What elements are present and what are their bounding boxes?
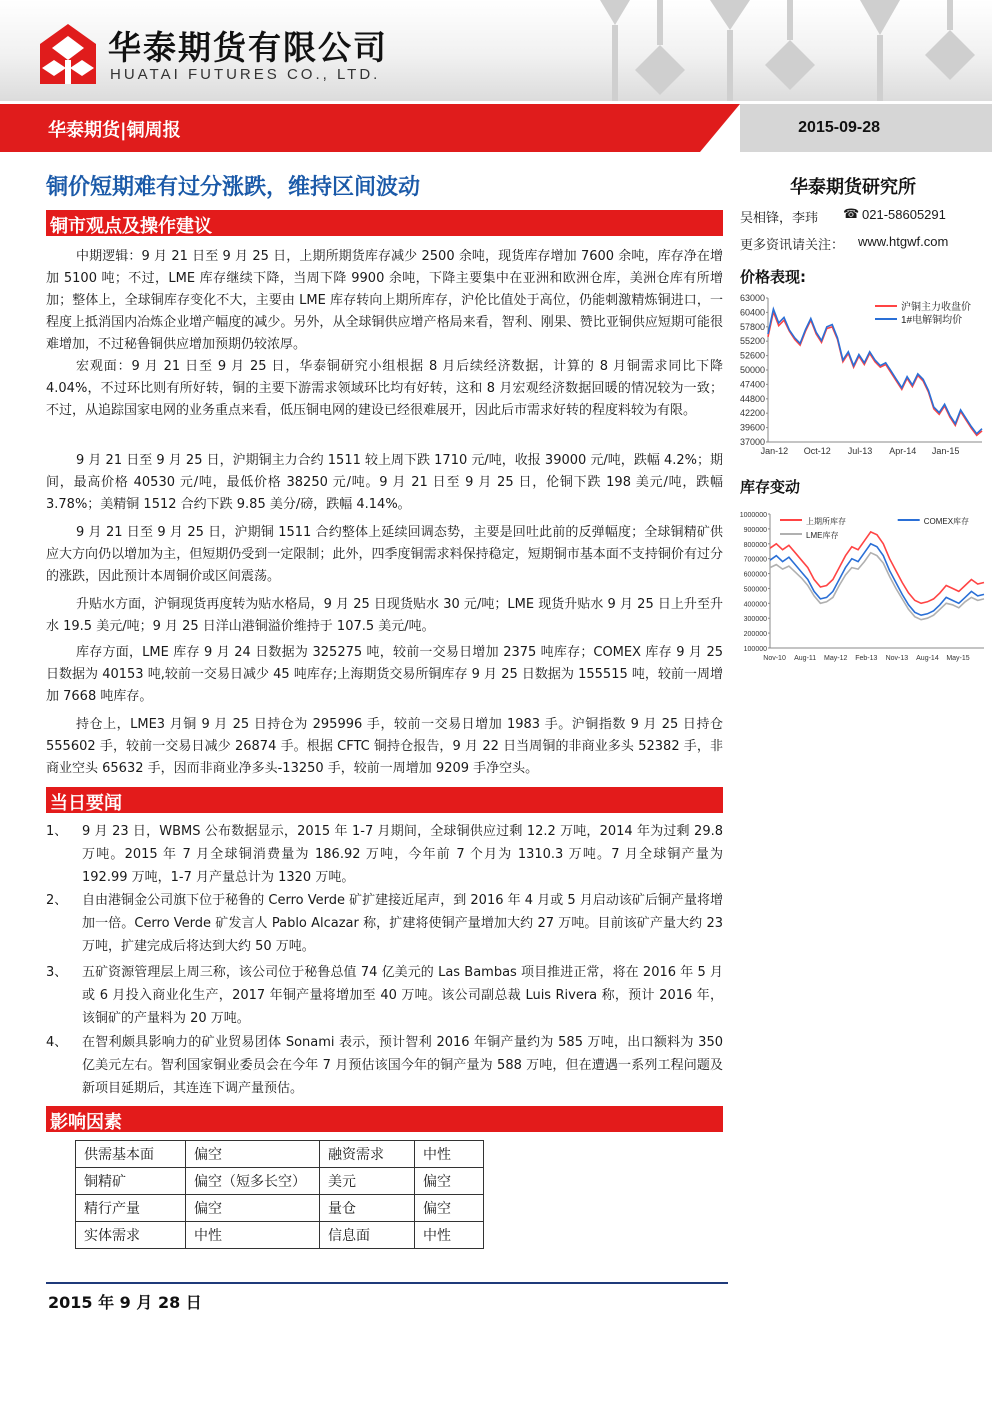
y-tick-label: 50000 [739,365,765,375]
x-tick-label: Aug-11 [794,655,817,662]
y-tick-label: 100000 [743,646,767,653]
y-tick-label: 200000 [743,631,767,639]
y-tick-label: 39600 [739,422,765,433]
company-name-en: HUATAI FUTURES CO., LTD. [110,66,381,83]
header-decoration [560,0,992,101]
paragraph: 9 月 21 日至 9 月 25 日，沪期铜 1511 合约整体上延续回调态势，主要是回吐此前的反弹幅度；全球铜精矿供应大方向仍以增加为主，但短期仍受到一定限制；此外，四季度铜需求料保持稳定，短期铜市基本面不支持铜价有过分的涨跌，因此预计本周铜价或区间震荡。 [46,525,723,584]
x-tick-label: Nov-13 [885,655,909,662]
paragraph: 9 月 21 日至 9 月 25 日，沪期铜主力合约 1511 较上周下跌 1710 元/吨，收报 39000 元/吨，跌幅 4.2%；期间，最高价格 40530 元/吨，最低价格 38250 元/吨。9 月 21 日至 9 月 25 日，伦铜下跌 198 美元/吨，跌幅 3.78%；美精铜 1512 合约下跌 9.85 美分/磅，跌幅 4.14%。 [46,453,723,512]
table-cell: 偏空 [415,1195,484,1222]
table-cell: 供需基本面 [76,1141,186,1168]
footer-divider [46,1282,728,1284]
y-tick-label: 900000 [743,526,767,534]
news-text: 自由港铜金公司旗下位于秘鲁的 Cerro Verde 矿扩建接近尾声，到 2016 年 4 月或 5 月启动该矿后铜产量将增加一倍。Cerro Verde 矿发言人 Pablo Alcazar 称，扩建将使铜产量增加大约 27 万吨。目前该矿产量大约 23 万吨，扩建完成后将达到大约 50 万吨。 [82,893,723,954]
y-tick-label: 37000 [739,437,765,447]
table-row [76,1222,484,1249]
y-tick-label: 400000 [743,601,767,609]
sidebar-title: 华泰期货研究所 [790,177,916,198]
table-cell: 精行产量 [76,1195,186,1222]
legend-label: COMEX库存 [923,517,970,526]
news-number: 2、 [46,893,68,908]
section-heading-news [46,787,723,813]
news-text: 在智利颇具影响力的矿业贸易团体 Sonami 表示，预计智利 2016 年铜产量约为 585 万吨，出口额料为 350 亿美元左右。智利国家铜业委员会在今年 7 月预估该国今年的铜产量为 588 万吨，但在遭遇一系列工程问题及新项目延期后，其连连下调产量预估。 [82,1035,723,1096]
table-cell: 中性 [415,1222,484,1249]
y-tick-label: 1000000 [739,512,767,519]
impact-factors-table [75,1140,484,1249]
legend-label: 上期所库存 [806,517,846,526]
news-item [46,889,723,958]
company-name-cn: 华泰期货有限公司 [108,28,388,67]
table-cell: 铜精矿 [76,1168,186,1195]
table-cell: 中性 [415,1141,484,1168]
x-tick-label: Jan-12 [760,446,789,456]
news-text: 五矿资源管理层上周三称，该公司位于秘鲁总值 74 亿美元的 Las Bambas 项目推进正常，将在 2016 年 5 月或 6 月投入商业化生产，2017 年铜产量将增加至 40 万吨。该公司副总裁 Luis Rivera 称，预计 2016 年，该铜矿的产量料为 20 万吨。 [82,965,723,1026]
table-cell: 偏空 [415,1168,484,1195]
paragraph: 持仓上，LME3 月铜 9 月 25 日持仓为 295996 手，较前一交易日增加 1983 手。沪铜指数 9 月 25 日持仓 555602 手，较前一交易日减少 26874 手。根据 CFTC 铜持仓报告，9 月 22 日当周铜的非商业多头 52382 手，非商业空头 65632 手，因而非商业净多头-13250 手，较前一周增加 9209 手净空头。 [46,717,723,776]
news-number: 3、 [46,965,68,980]
news-item [46,961,723,1030]
y-tick-label: 52600 [739,350,765,361]
price-line-chart [730,292,988,464]
section-heading-label: 当日要闻 [50,793,122,814]
paragraph: 中期逻辑：9 月 21 日至 9 月 25 日，上期所期货库存减少 2500 余吨，现货库存增加 7600 余吨，库存净在增加 5100 吨；不过，LME 库存继续下降，当周下降 9900 余吨，下降主要集中在亚洲和欧洲仓库，美洲仓库有所增加；整体上，全球铜库存变化不大，主要由 LME 库存转向上期所库存，沪伦比值处于高位，仍能刺激精炼铜进口，一程度上抵消国内冶炼企业增产幅度的减少。另外，从全球铜供应增产格局来看，智利、刚果、赞比亚铜供应短期可能很难增加，不过秘鲁铜供应增加预期仍较浓厚。 [46,249,723,352]
section-heading-label: 铜市观点及操作建议 [50,216,212,237]
table-cell: 量仓 [320,1195,415,1222]
table-cell: 融资需求 [320,1141,415,1168]
x-tick-label: May-15 [946,655,970,662]
phone-number: 021-58605291 [862,207,946,222]
table-cell: 中性 [186,1222,320,1249]
series-line [768,309,982,434]
legend-label: LME库存 [806,531,839,540]
series-line [770,532,984,603]
inventory-line-chart [730,506,988,666]
report-type: 华泰期货|铜周报 [48,120,181,141]
table-cell: 偏空（短多长空） [186,1168,320,1195]
y-tick-label: 47400 [739,379,765,390]
table-row [76,1141,484,1168]
y-tick-label: 800000 [743,541,767,549]
table-row [76,1195,484,1222]
y-tick-label: 44800 [739,393,765,404]
inventory-chart-heading: 库存变动 [740,478,801,496]
y-tick-label: 57800 [739,321,765,332]
company-logo-icon [40,24,96,84]
paragraph: 升贴水方面，沪铜现货再度转为贴水格局，9 月 25 日现货贴水 30 元/吨；LME 现货升贴水 9 月 25 日上升至升水 19.5 美元/吨；9 月 25 日洋山港铜溢价维持于 107.5 美元/吨。 [46,597,723,634]
news-number: 1、 [46,824,68,839]
report-date: 2015-09-28 [798,119,880,136]
x-tick-label: May-12 [824,655,848,662]
news-number: 4、 [46,1035,68,1050]
y-tick-label: 300000 [743,616,767,624]
y-tick-label: 700000 [743,556,767,564]
table-cell: 美元 [320,1168,415,1195]
website-link[interactable]: www.htgwf.com [858,234,949,249]
article-title: 铜价短期难有过分涨跌，维持区间波动 [46,175,421,200]
table-cell: 偏空 [186,1195,320,1222]
x-tick-label: Jan-15 [931,446,960,456]
section-heading-outlook [46,210,723,236]
y-tick-label: 500000 [743,586,767,594]
paragraph: 宏观面：9 月 21 日至 9 月 25 日，华泰铜研究小组根据 8 月后续经济数据，计算的 8 月铜需求同比下降 4.04%，不过环比则有所好转，铜的主要下游需求领域环比均有好转，这和 8 月宏观经济数据回暖的情况较为一致；不过，从追踪国家电网的业务重点来看，低压铜电网的建设已经很难展开，因此后市需求好转的程度料较为有限。 [46,359,723,418]
paragraph: 库存方面，LME 库存 9 月 24 日数据为 325275 吨，较前一交易日增加 2375 吨库存；COMEX 库存 9 月 25 日数据为 40153 吨,较前一交易日减少 45 吨库存;上海期货交易所铜库存 9 月 25 日数据为 155515 吨，较前一周增加 7668 吨库存。 [46,645,723,704]
report-banner-tip [700,104,740,152]
table-cell: 偏空 [186,1141,320,1168]
y-tick-label: 600000 [743,571,767,579]
section-heading-label: 影响因素 [50,1112,122,1133]
series-line [770,553,984,620]
x-tick-label: Aug-14 [916,655,939,662]
x-tick-label: Jul-13 [847,446,873,456]
x-tick-label: Oct-12 [803,446,831,456]
authors: 吴相锋，李玮 [740,211,819,226]
y-tick-label: 42200 [739,408,765,419]
section-heading-factors [46,1106,723,1132]
x-tick-label: Feb-13 [855,655,878,662]
legend-label: 1#电解铜均价 [901,315,963,326]
price-chart-heading: 价格表现: [740,268,806,286]
y-tick-label: 63000 [739,293,765,303]
table-cell: 实体需求 [76,1222,186,1249]
legend-label: 沪铜主力收盘价 [901,302,971,313]
footer-date: 2015 年 9 月 28 日 [48,1293,202,1312]
x-tick-label: Nov-10 [763,655,786,662]
news-item [46,820,723,889]
phone-icon: ☎ [843,207,860,222]
news-item [46,1031,723,1100]
website-label: 更多资讯请关注： [740,238,845,253]
x-tick-label: Apr-14 [889,446,917,456]
table-row [76,1168,484,1195]
y-tick-label: 55200 [739,336,765,347]
news-text: 9 月 23 日，WBMS 公布数据显示，2015 年 1-7 月期间，全球铜供应过剩 12.2 万吨，2014 年为过剩 29.8 万吨。2015 年 7 月全球铜消费量为 186.92 万吨，今年前 7 个月为 1310.3 万吨。7 月全球铜产量为 192.99 万吨，1-7 月产量总计为 1320 万吨。 [82,824,723,885]
table-cell: 信息面 [320,1222,415,1249]
y-tick-label: 60400 [739,307,765,318]
